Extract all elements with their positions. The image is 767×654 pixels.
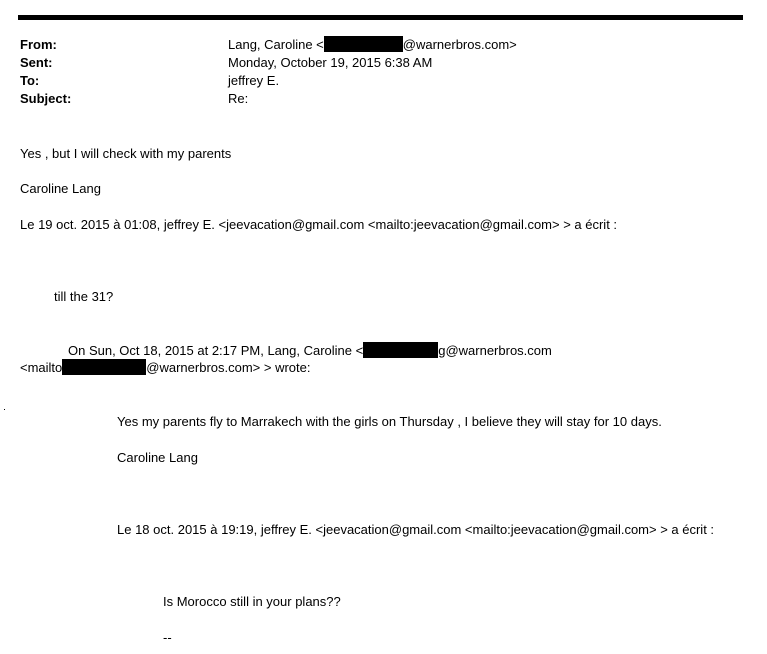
to-label: To:	[20, 73, 40, 88]
quote-header-start: On Sun, Oct 18, 2015 at 2:17 PM, Lang, Caroline <	[68, 343, 364, 358]
quote-header: Le 18 oct. 2015 à 19:19, jeffrey E. <jeevacation@gmail.com <mailto:jeevacation@gmail.com> > a écrit :	[117, 522, 715, 537]
to-value: jeffrey E.	[228, 73, 280, 88]
signature: Caroline Lang	[20, 181, 101, 196]
sent-value: Monday, October 19, 2015 6:38 AM	[228, 55, 433, 70]
quote-header-domain: g@warnerbros.com	[438, 343, 552, 358]
redaction-box	[324, 36, 403, 52]
from-value	[228, 36, 517, 53]
quote-header	[68, 342, 552, 359]
quoted-text: Yes my parents fly to Marrakech with the girls on Thursday , I believe they will stay for 10 days.	[117, 414, 662, 429]
redaction-box	[62, 359, 146, 375]
signature-separator: --	[163, 630, 172, 645]
subject-value: Re:	[228, 91, 249, 106]
quote-header: Le 19 oct. 2015 à 01:08, jeffrey E. <jeevacation@gmail.com <mailto:jeevacation@gmail.com> > a écrit :	[20, 217, 618, 232]
from-label: From:	[20, 37, 57, 52]
mailto-start: <mailto	[20, 360, 63, 375]
scan-speck	[4, 409, 5, 410]
mailto-end: @warnerbros.com> > wrote:	[146, 360, 311, 375]
reply-text: Yes , but I will check with my parents	[20, 146, 232, 161]
sent-label: Sent:	[20, 55, 53, 70]
subject-label: Subject:	[20, 91, 72, 106]
quoted-text: Is Morocco still in your plans??	[163, 594, 341, 609]
from-name: Lang, Caroline <	[228, 37, 324, 52]
header-rule	[18, 15, 743, 20]
quote-mailto	[20, 359, 310, 376]
from-domain: @warnerbros.com>	[402, 37, 517, 52]
quoted-signature: Caroline Lang	[117, 450, 198, 465]
quoted-text: till the 31?	[54, 289, 114, 304]
redaction-box	[363, 342, 438, 358]
